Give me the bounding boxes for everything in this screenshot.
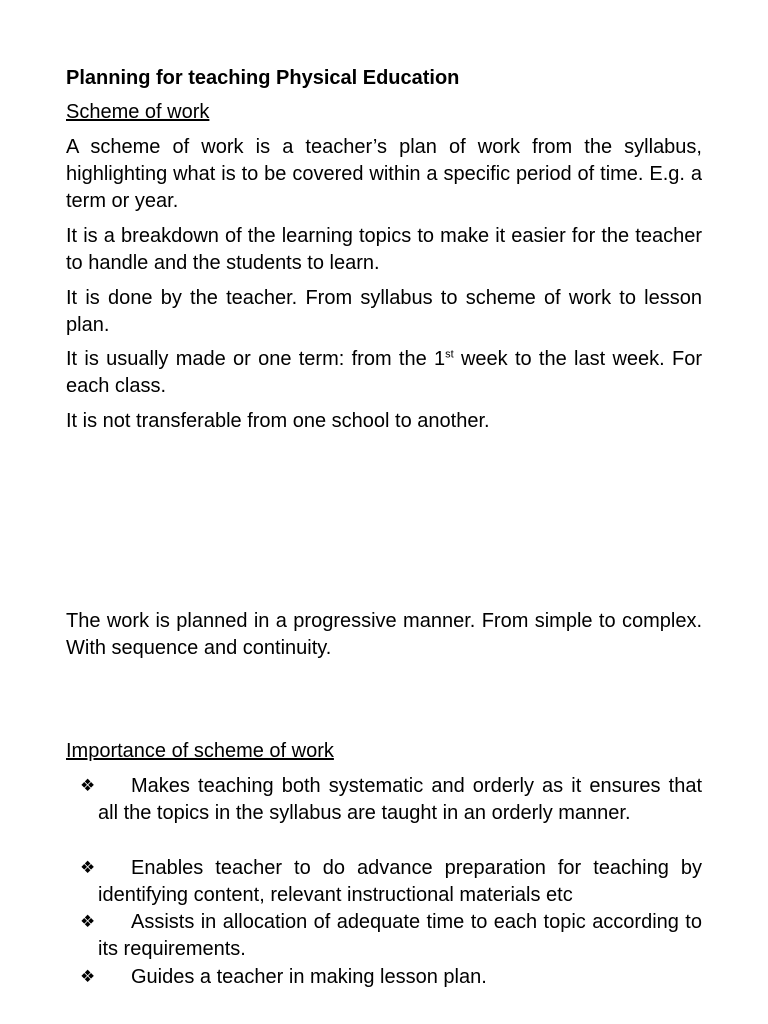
diamond-bullet-icon: ❖ bbox=[80, 912, 96, 932]
bullet-item bbox=[80, 909, 702, 963]
paragraph-breakdown: It is a breakdown of the learning topics to make it easier for the teacher to handle and the students to learn. bbox=[66, 225, 702, 274]
bullet-item bbox=[80, 964, 702, 991]
diamond-bullet-icon: ❖ bbox=[80, 776, 96, 796]
diamond-bullet-icon: ❖ bbox=[80, 858, 96, 878]
section-heading-importance: Importance of scheme of work bbox=[66, 740, 334, 762]
paragraph-term-duration-part2: week to the last week. For each class. bbox=[66, 348, 702, 397]
bullet-text: Assists in allocation of adequate time to each topic according to its requirements. bbox=[98, 911, 702, 960]
bullet-item bbox=[80, 773, 702, 827]
superscript-ordinal: st bbox=[445, 348, 454, 361]
paragraph-not-transferable: It is not transferable from one school to another. bbox=[66, 410, 490, 432]
paragraph-term-duration-part1: It is usually made or one term: from the 1 bbox=[66, 348, 446, 370]
paragraph-term-duration bbox=[66, 346, 702, 400]
section-heading-scheme-of-work: Scheme of work bbox=[66, 101, 210, 123]
bullet-text: Guides a teacher in making lesson plan. bbox=[131, 966, 487, 988]
bullet-item bbox=[80, 855, 702, 909]
paragraph-progressive-manner: The work is planned in a progressive manner. From simple to complex. With sequence and continuity. bbox=[66, 610, 702, 659]
paragraph-done-by-teacher: It is done by the teacher. From syllabus to scheme of work to lesson plan. bbox=[66, 287, 702, 336]
paragraph-definition: A scheme of work is a teacher’s plan of work from the syllabus, highlighting what is to be covered within a specific period of time. E.g. a term or year. bbox=[66, 136, 702, 212]
document-title: Planning for teaching Physical Education bbox=[66, 67, 460, 89]
bullet-text: Makes teaching both systematic and orderly as it ensures that all the topics in the syllabus are taught in an orderly manner. bbox=[98, 775, 702, 824]
diamond-bullet-icon: ❖ bbox=[80, 967, 96, 987]
bullet-text: Enables teacher to do advance preparation for teaching by identifying content, relevant instructional materials etc bbox=[98, 857, 702, 906]
